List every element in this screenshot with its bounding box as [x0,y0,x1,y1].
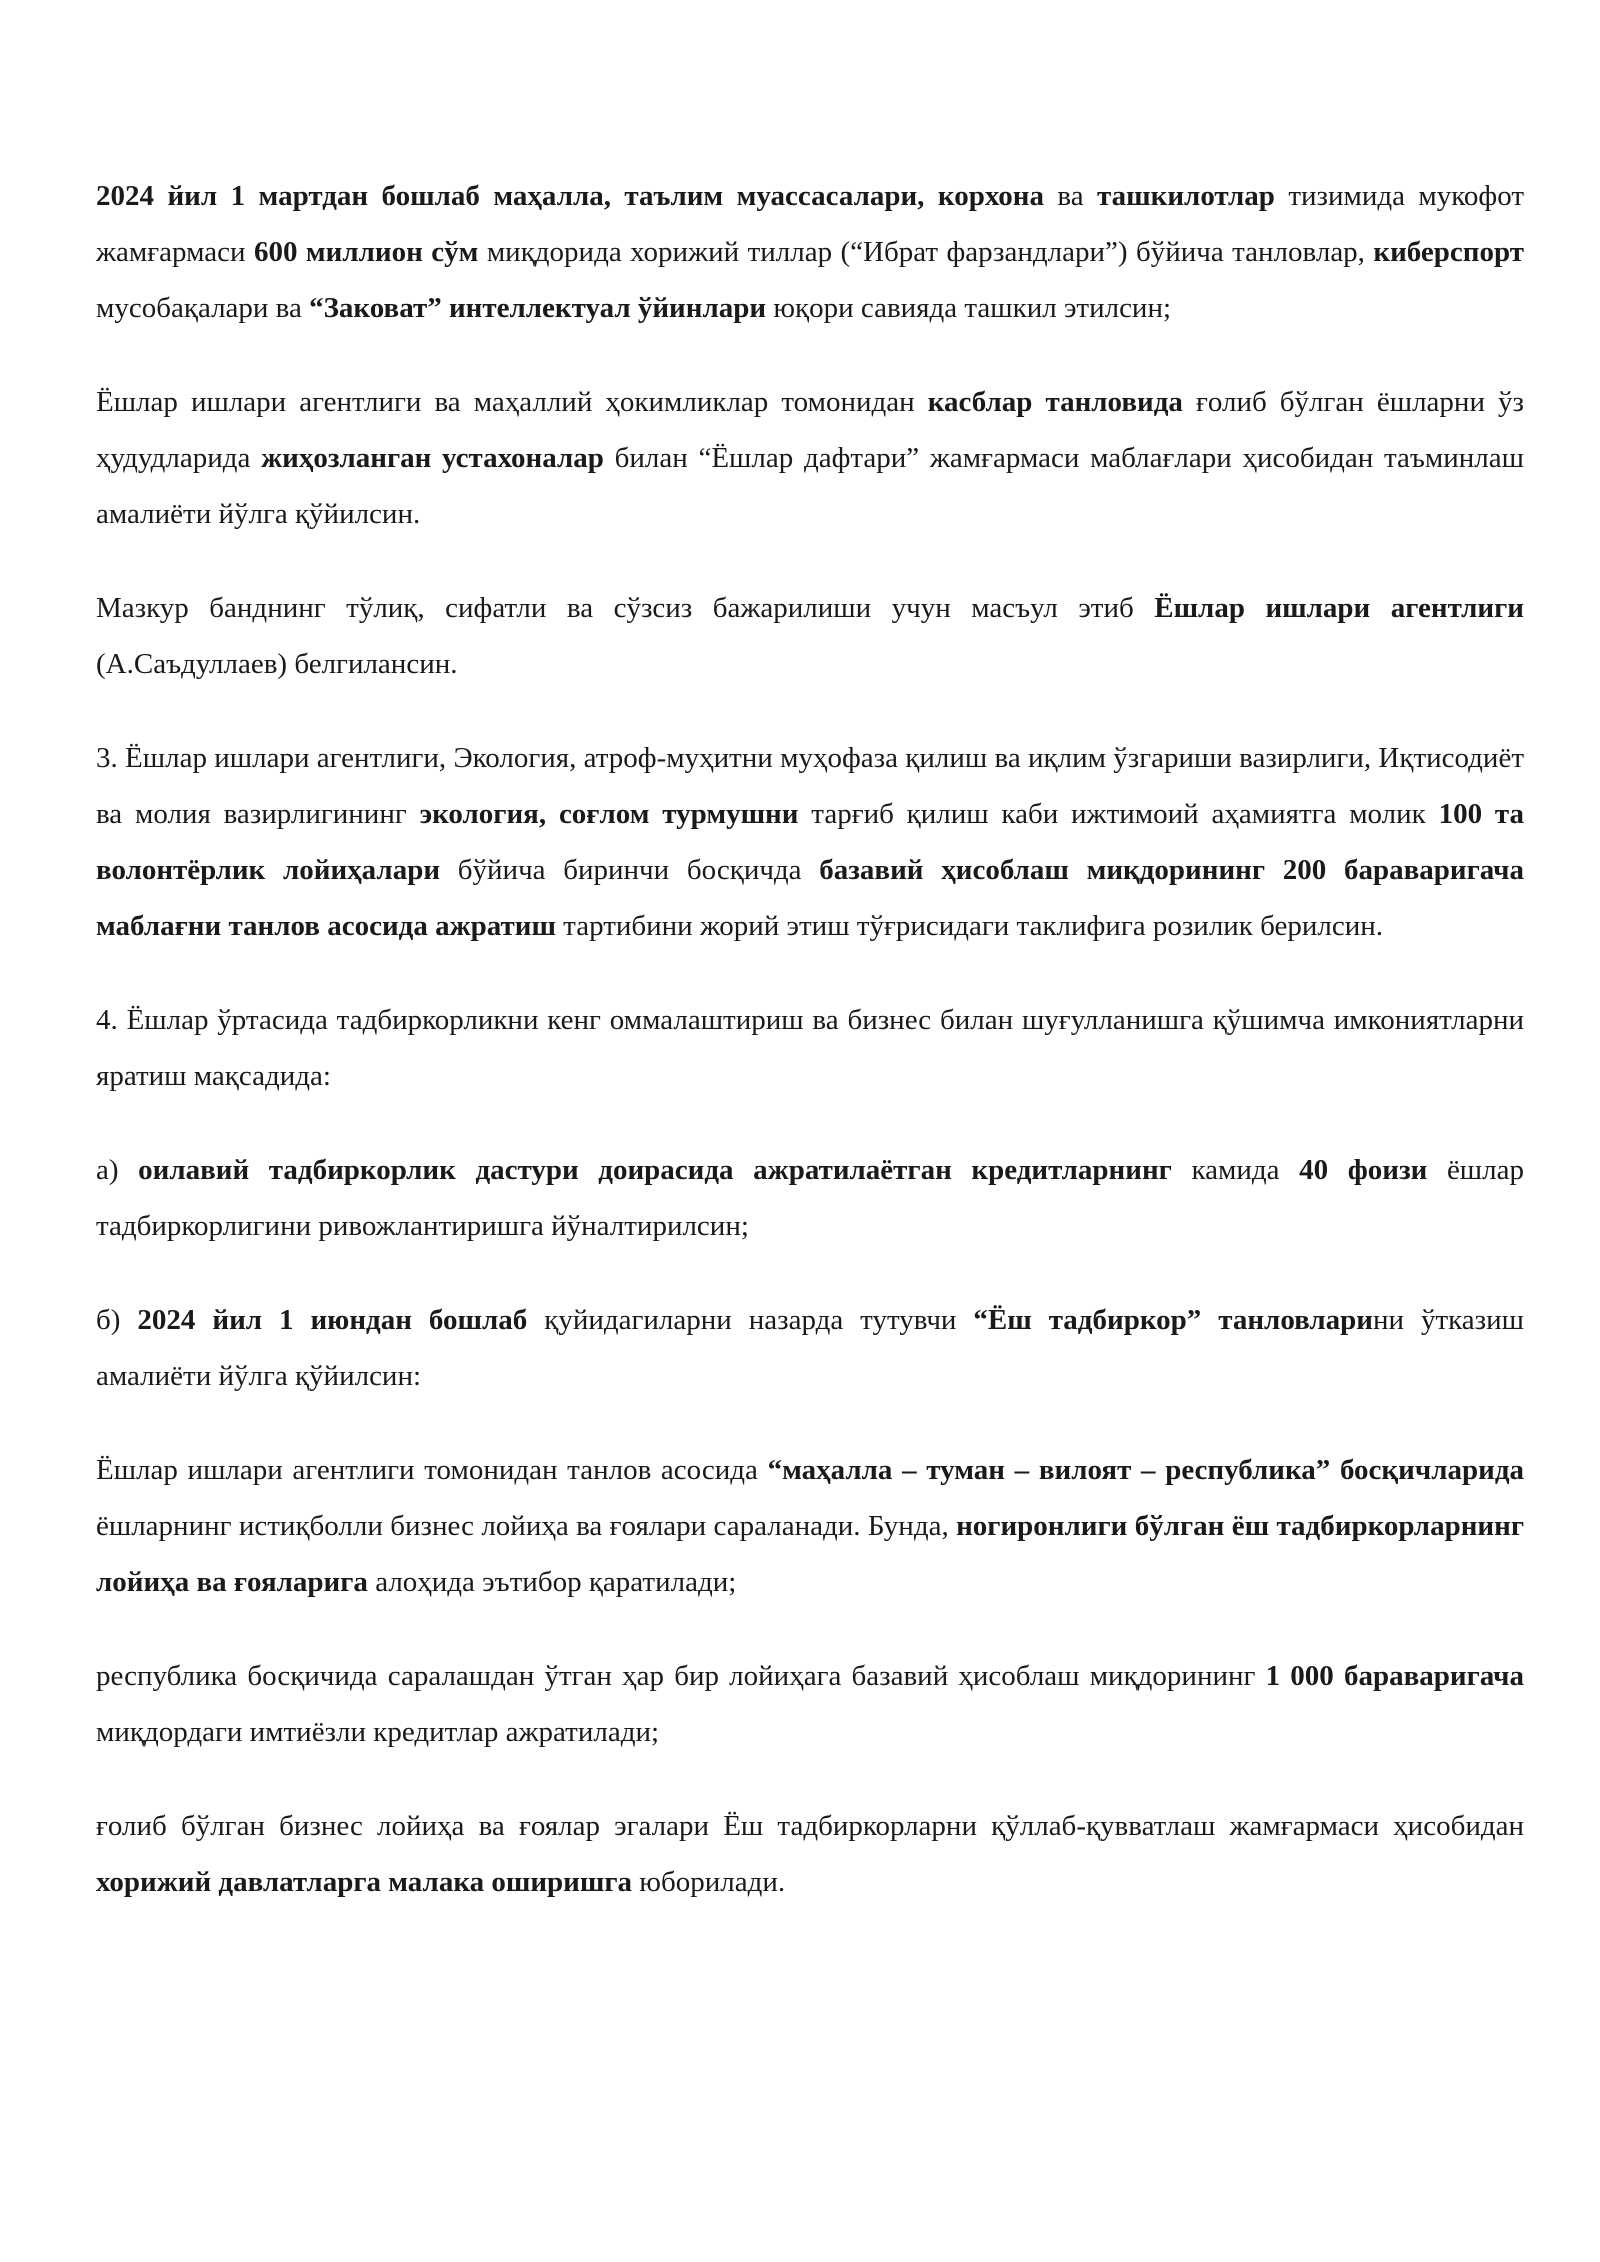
paragraph-p4 [96,730,1524,954]
text-run: бўйича биринчи босқичда [440,854,820,886]
text-run: Ёшлар ишлари агентлиги ва маҳаллий ҳокимликлар томонидан [96,386,928,418]
text-run: ва [1043,180,1098,212]
text-run: юборилади. [632,1866,786,1898]
bold-text-run: оилавий тадбиркорлик дастури доирасида ажратилаётган кредитларнинг [138,1154,1172,1186]
paragraph-p5 [96,992,1524,1104]
bold-text-run: ташкилотлар [1097,180,1275,212]
bold-text-run: 1 000 бараваригача [1265,1660,1524,1692]
paragraph-p2 [96,374,1524,542]
bold-text-run: 100 та волонтёрлик лойиҳалари [96,798,1524,886]
bold-text-run: “Заковат” интеллектуал ўйинлари [309,292,767,324]
paragraph-p9 [96,1648,1524,1760]
text-run: тартибини жорий этиш тўғрисидаги таклифига розилик берилсин. [555,910,1384,942]
text-run: ёшлар тадбиркорлигини ривожлантиришга йўналтирилсин; [96,1154,1524,1242]
text-run: ғолиб бўлган ёшларни ўз ҳудудларида [96,386,1524,474]
paragraph-p7 [96,1292,1524,1404]
paragraph-p8 [96,1442,1524,1610]
bold-text-run: базавий ҳисоблаш миқдорининг 200 бараваригача маблағни танлов асосида ажратиш [96,854,1524,942]
text-run: Мазкур банднинг тўлиқ, сифатли ва сўзсиз бажарилиши учун масъул этиб [96,592,1155,624]
text-run: а) [96,1154,139,1186]
bold-text-run: касблар танловида [927,386,1183,418]
text-run: билан “Ёшлар дафтари” жамғармаси маблағлари ҳисобидан таъминлаш амалиёти йўлга қўйилсин. [96,442,1524,530]
paragraph-p6 [96,1142,1524,1254]
text-run: 4. Ёшлар ўртасида тадбиркорликни кенг оммалаштириш ва бизнес билан шуғулланишга қўшимча имкониятларни яратиш мақсадида: [96,1004,1524,1092]
text-run: ни ўтказиш амалиёти йўлга қўйилсин: [96,1304,1524,1392]
paragraph-p3 [96,580,1524,692]
document-body [96,168,1524,1948]
text-run: алоҳида эътибор қаратилади; [367,1566,737,1598]
bold-text-run: экология, соғлом турмушни [419,798,799,830]
text-run: қуйидагиларни назарда тутувчи [527,1304,974,1336]
text-run: Ёшлар ишлари агентлиги томонидан танлов асосида [96,1454,768,1486]
text-run: б) [96,1304,138,1336]
paragraph-p1 [96,168,1524,336]
bold-text-run: 600 миллион сўм [253,236,479,268]
bold-text-run: “Ёш тадбиркор” танловлари [973,1304,1373,1336]
text-run: мусобақалари ва [96,292,310,324]
text-run: 3. Ёшлар ишлари агентлиги, Экология, атроф-муҳитни муҳофаза қилиш ва иқлим ўзгариши вазирлиги, Иқтисодиёт ва молия вазирлигининг [96,742,1524,830]
bold-text-run: киберспорт [1373,236,1524,268]
bold-text-run: Ёшлар ишлари агентлиги [1154,592,1525,624]
text-run: миқдордаги имтиёзли кредитлар ажратилади; [96,1716,660,1748]
text-run: камида [1171,1154,1300,1186]
text-run: тарғиб қилиш каби ижтимоий аҳамиятга молик [798,798,1439,830]
bold-text-run: хорижий давлатларга малака оширишга [96,1866,633,1898]
text-run: тизимида мукофот жамғармаси [96,180,1524,268]
bold-text-run: 40 фоизи [1299,1154,1428,1186]
bold-text-run: ногиронлиги бўлган ёш тадбиркорларнинг лойиҳа ва ғояларига [96,1510,1524,1598]
bold-text-run: “маҳалла – туман – вилоят – республика” босқичларида [767,1454,1524,1486]
bold-text-run: 2024 йил 1 июндан бошлаб [137,1304,528,1336]
text-run: республика босқичида саралашдан ўтган ҳар бир лойиҳага базавий ҳисоблаш миқдорининг [96,1660,1266,1692]
text-run: ёшларнинг истиқболли бизнес лойиҳа ва ғоялари сараланади. Бунда, [96,1510,957,1542]
paragraph-p10 [96,1798,1524,1910]
text-run: (А.Саъдуллаев) белгилансин. [96,648,458,680]
text-run: юқори савияда ташкил этилсин; [766,292,1172,324]
text-run: ғолиб бўлган бизнес лойиҳа ва ғоялар эгалари Ёш тадбиркорларни қўллаб-қувватлаш жамғармаси ҳисобидан [96,1810,1524,1842]
text-run: миқдорида хорижий тиллар (“Ибрат фарзандлари”) бўйича танловлар, [478,236,1374,268]
bold-text-run: жиҳозланган устахоналар [261,442,604,474]
bold-text-run: 2024 йил 1 мартдан бошлаб маҳалла, таълим муассасалари, корхона [96,180,1044,212]
